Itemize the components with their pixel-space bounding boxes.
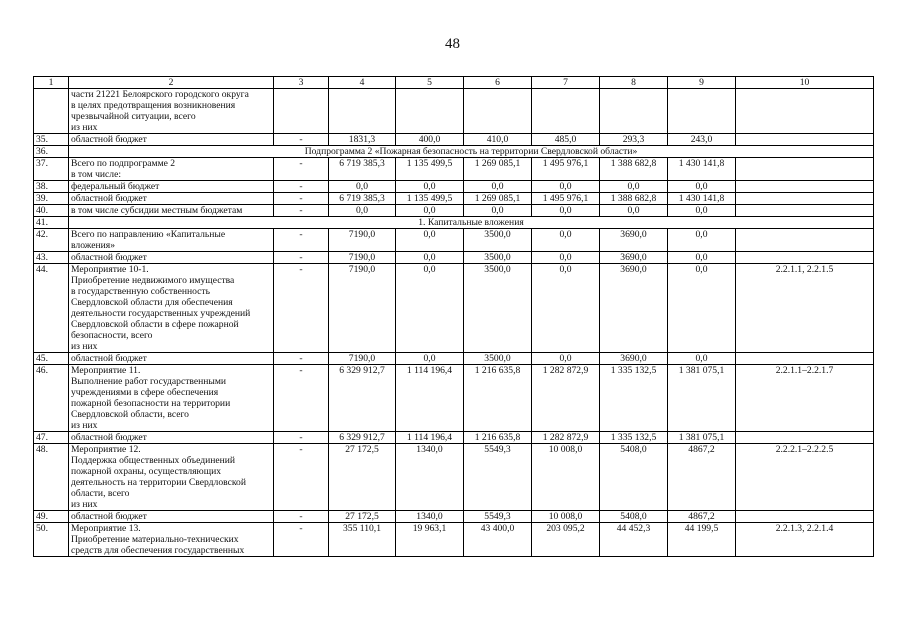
budget-table	[33, 76, 874, 557]
page-number: 48	[445, 36, 460, 52]
cell-total: 7190,0	[329, 229, 396, 252]
row-number: 40.	[34, 205, 69, 217]
row-name: областной бюджет	[69, 252, 274, 264]
cell-year: 0,0	[668, 229, 736, 252]
table-row	[34, 523, 874, 557]
cell-year: 3500,0	[464, 229, 532, 252]
cell-year: 1 135 499,5	[396, 193, 464, 205]
column-header: 6	[464, 77, 532, 89]
table-row	[34, 89, 874, 134]
cell-year: 43 400,0	[464, 523, 532, 557]
cell-year: 0,0	[532, 264, 600, 353]
cell-year: 1 388 682,8	[600, 158, 668, 181]
cell-target-ref	[736, 134, 874, 146]
cell-year: 0,0	[396, 264, 464, 353]
cell-target-ref	[736, 89, 874, 134]
row-number: 49.	[34, 511, 69, 523]
row-name: областной бюджет	[69, 511, 274, 523]
cell-year: 1 495 976,1	[532, 158, 600, 181]
table-row	[34, 193, 874, 205]
cell-year: 1 216 635,8	[464, 365, 532, 432]
cell-year: 0,0	[532, 181, 600, 193]
row-name: части 21221 Белоярского городского округа в целях предотвращения возникновения чрезвычайной ситуации, всего из них	[69, 89, 274, 134]
cell-col3	[274, 89, 329, 134]
cell-year: 0,0	[532, 229, 600, 252]
cell-year: 4867,2	[668, 444, 736, 511]
cell-year: 1340,0	[396, 511, 464, 523]
cell-col3: -	[274, 205, 329, 217]
cell-year: 3690,0	[600, 229, 668, 252]
cell-target-ref: 2.2.1.3, 2.2.1.4	[736, 523, 874, 557]
row-name: Мероприятие 11. Выполнение работ государственными учреждениями в сфере обеспечения пожарной безопасности на территории Свердловской области, всего из них	[69, 365, 274, 432]
cell-year: 1 114 196,4	[396, 432, 464, 444]
row-number	[34, 89, 69, 134]
cell-year: 0,0	[396, 205, 464, 217]
cell-target-ref	[736, 229, 874, 252]
cell-year: 5408,0	[600, 444, 668, 511]
column-header: 3	[274, 77, 329, 89]
row-name: областной бюджет	[69, 134, 274, 146]
row-number: 44.	[34, 264, 69, 353]
cell-year: 0,0	[464, 181, 532, 193]
table-row	[34, 511, 874, 523]
cell-year: 0,0	[532, 205, 600, 217]
cell-year: 0,0	[396, 252, 464, 264]
row-number: 43.	[34, 252, 69, 264]
column-header: 2	[69, 77, 274, 89]
cell-year: 1 430 141,8	[668, 193, 736, 205]
cell-year: 44 199,5	[668, 523, 736, 557]
table-row	[34, 205, 874, 217]
cell-year: 1 282 872,9	[532, 432, 600, 444]
section-row	[34, 217, 874, 229]
cell-year: 1 335 132,5	[600, 365, 668, 432]
cell-total: 1831,3	[329, 134, 396, 146]
cell-target-ref	[736, 353, 874, 365]
table-row	[34, 353, 874, 365]
cell-target-ref: 2.2.1.1–2.2.1.7	[736, 365, 874, 432]
cell-year: 1 114 196,4	[396, 365, 464, 432]
cell-year: 0,0	[668, 264, 736, 353]
row-name: в том числе субсидии местным бюджетам	[69, 205, 274, 217]
cell-year: 4867,2	[668, 511, 736, 523]
cell-target-ref	[736, 193, 874, 205]
row-number: 42.	[34, 229, 69, 252]
column-header: 9	[668, 77, 736, 89]
cell-year: 1340,0	[396, 444, 464, 511]
row-number: 47.	[34, 432, 69, 444]
cell-total: 6 329 912,7	[329, 432, 396, 444]
table-row	[34, 365, 874, 432]
column-header: 1	[34, 77, 69, 89]
cell-col3: -	[274, 264, 329, 353]
table-row	[34, 229, 874, 252]
row-number: 36.	[34, 146, 69, 158]
cell-col3: -	[274, 511, 329, 523]
cell-year: 1 430 141,8	[668, 158, 736, 181]
row-number: 46.	[34, 365, 69, 432]
cell-col3: -	[274, 353, 329, 365]
cell-year: 243,0	[668, 134, 736, 146]
cell-col3: -	[274, 523, 329, 557]
cell-total: 0,0	[329, 205, 396, 217]
cell-year: 1 282 872,9	[532, 365, 600, 432]
row-name: Всего по подпрограмме 2 в том числе:	[69, 158, 274, 181]
column-header: 8	[600, 77, 668, 89]
cell-total: 7190,0	[329, 353, 396, 365]
cell-year: 400,0	[396, 134, 464, 146]
cell-year: 203 095,2	[532, 523, 600, 557]
cell-year: 0,0	[532, 353, 600, 365]
cell-target-ref	[736, 432, 874, 444]
cell-target-ref: 2.2.1.1, 2.2.1.5	[736, 264, 874, 353]
cell-year: 0,0	[532, 252, 600, 264]
cell-target-ref	[736, 205, 874, 217]
cell-year: 1 335 132,5	[600, 432, 668, 444]
cell-year: 0,0	[464, 205, 532, 217]
cell-year: 1 216 635,8	[464, 432, 532, 444]
column-header: 4	[329, 77, 396, 89]
row-number: 39.	[34, 193, 69, 205]
cell-year: 1 269 085,1	[464, 193, 532, 205]
cell-col3: -	[274, 252, 329, 264]
cell-year: 3500,0	[464, 252, 532, 264]
cell-total: 7190,0	[329, 264, 396, 353]
cell-col3: -	[274, 158, 329, 181]
cell-total: 27 172,5	[329, 511, 396, 523]
cell-year: 10 008,0	[532, 511, 600, 523]
cell-year: 1 269 085,1	[464, 158, 532, 181]
row-name: Мероприятие 13. Приобретение материально-технических средств для обеспечения государственных	[69, 523, 274, 557]
table-header-row	[34, 77, 874, 89]
cell-year	[396, 89, 464, 134]
row-name: областной бюджет	[69, 432, 274, 444]
table-row	[34, 134, 874, 146]
section-title: 1. Капитальные вложения	[69, 217, 874, 229]
row-number: 50.	[34, 523, 69, 557]
cell-target-ref	[736, 181, 874, 193]
cell-year	[600, 89, 668, 134]
cell-col3: -	[274, 134, 329, 146]
cell-year: 293,3	[600, 134, 668, 146]
cell-total	[329, 89, 396, 134]
cell-col3: -	[274, 432, 329, 444]
cell-year: 485,0	[532, 134, 600, 146]
table-row	[34, 252, 874, 264]
cell-target-ref	[736, 252, 874, 264]
section-title: Подпрограмма 2 «Пожарная безопасность на территории Свердловской области»	[69, 146, 874, 158]
row-name: областной бюджет	[69, 353, 274, 365]
column-header: 10	[736, 77, 874, 89]
cell-year: 10 008,0	[532, 444, 600, 511]
row-number: 45.	[34, 353, 69, 365]
cell-year: 3690,0	[600, 353, 668, 365]
cell-year: 3690,0	[600, 252, 668, 264]
cell-total: 6 719 385,3	[329, 158, 396, 181]
cell-year: 19 963,1	[396, 523, 464, 557]
section-row	[34, 146, 874, 158]
cell-year: 0,0	[396, 181, 464, 193]
cell-year: 0,0	[600, 181, 668, 193]
column-header: 5	[396, 77, 464, 89]
cell-col3: -	[274, 444, 329, 511]
cell-year: 0,0	[396, 229, 464, 252]
cell-year: 5549,3	[464, 444, 532, 511]
row-number: 48.	[34, 444, 69, 511]
row-number: 41.	[34, 217, 69, 229]
cell-year: 3500,0	[464, 264, 532, 353]
cell-year: 44 452,3	[600, 523, 668, 557]
cell-target-ref	[736, 158, 874, 181]
row-name: Всего по направлению «Капитальные вложения»	[69, 229, 274, 252]
cell-total: 6 329 912,7	[329, 365, 396, 432]
row-name: областной бюджет	[69, 193, 274, 205]
cell-total: 355 110,1	[329, 523, 396, 557]
row-name: Мероприятие 12. Поддержка общественных объединений пожарной охраны, осуществляющих деятельность на территории Свердловской области, всего из них	[69, 444, 274, 511]
table-row	[34, 264, 874, 353]
cell-year: 0,0	[668, 353, 736, 365]
row-number: 35.	[34, 134, 69, 146]
row-number: 38.	[34, 181, 69, 193]
table-row	[34, 181, 874, 193]
cell-col3: -	[274, 365, 329, 432]
cell-year: 5408,0	[600, 511, 668, 523]
column-header: 7	[532, 77, 600, 89]
cell-year: 3500,0	[464, 353, 532, 365]
cell-target-ref: 2.2.2.1–2.2.2.5	[736, 444, 874, 511]
cell-year: 0,0	[668, 205, 736, 217]
cell-year: 0,0	[668, 252, 736, 264]
cell-total: 7190,0	[329, 252, 396, 264]
cell-year: 1 495 976,1	[532, 193, 600, 205]
cell-year: 0,0	[600, 205, 668, 217]
cell-year	[464, 89, 532, 134]
cell-col3: -	[274, 181, 329, 193]
cell-year: 5549,3	[464, 511, 532, 523]
table-row	[34, 432, 874, 444]
table-row	[34, 444, 874, 511]
cell-year: 1 381 075,1	[668, 365, 736, 432]
cell-year: 1 135 499,5	[396, 158, 464, 181]
cell-year	[532, 89, 600, 134]
row-name: федеральный бюджет	[69, 181, 274, 193]
cell-total: 0,0	[329, 181, 396, 193]
cell-year: 410,0	[464, 134, 532, 146]
cell-year	[668, 89, 736, 134]
cell-target-ref	[736, 511, 874, 523]
cell-year: 1 381 075,1	[668, 432, 736, 444]
cell-year: 0,0	[668, 181, 736, 193]
cell-year: 3690,0	[600, 264, 668, 353]
cell-col3: -	[274, 229, 329, 252]
row-name: Мероприятие 10-1. Приобретение недвижимого имущества в государственную собственность Свердловской области для обеспечения деятельности государственных учреждений Свердловской области в сфере пожарной безопасности, всего из них	[69, 264, 274, 353]
table-row	[34, 158, 874, 181]
row-number: 37.	[34, 158, 69, 181]
cell-year: 1 388 682,8	[600, 193, 668, 205]
cell-total: 6 719 385,3	[329, 193, 396, 205]
cell-total: 27 172,5	[329, 444, 396, 511]
cell-year: 0,0	[396, 353, 464, 365]
cell-col3: -	[274, 193, 329, 205]
